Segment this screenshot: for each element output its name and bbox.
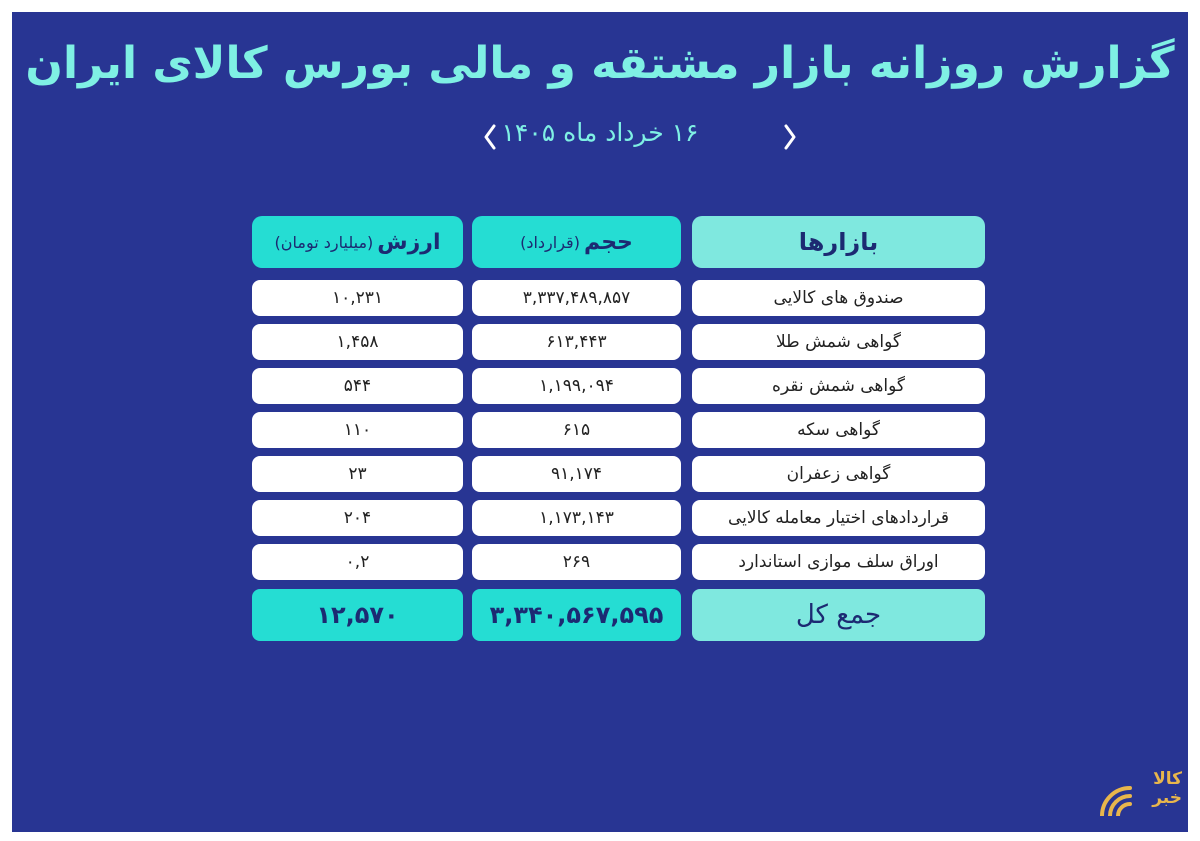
page-title: گزارش روزانه بازار مشتقه و مالی بورس کالای ایران: [25, 38, 1175, 89]
row-7-value: ۰,۲: [252, 544, 463, 580]
header-value-unit: (میلیارد تومان): [274, 232, 374, 252]
row-3-value: ۵۴۴: [252, 368, 463, 404]
row-4-value: ۱۱۰: [252, 412, 463, 448]
row-6-volume: ۱,۱۷۳,۱۴۳: [472, 500, 681, 536]
row-2-volume: ۶۱۳,۴۴۳: [472, 324, 681, 360]
logo-text: [1132, 770, 1182, 808]
signal-arcs-icon: [1096, 776, 1136, 816]
header-markets-label: بازارها: [798, 228, 879, 256]
chevron-left-icon: [484, 124, 496, 150]
total-label: جمع کل: [692, 589, 985, 641]
row-1-value: ۱۰,۲۳۱: [252, 280, 463, 316]
header-markets: [692, 216, 985, 268]
header-value: [252, 216, 463, 268]
row-4-volume: ۶۱۵: [472, 412, 681, 448]
row-1-market: صندوق های کالایی: [692, 280, 985, 316]
row-7-volume: ۲۶۹: [472, 544, 681, 580]
row-1-volume: ۳,۳۳۷,۴۸۹,۸۵۷: [472, 280, 681, 316]
row-3-volume: ۱,۱۹۹,۰۹۴: [472, 368, 681, 404]
row-2-value: ۱,۴۵۸: [252, 324, 463, 360]
row-6-market: قراردادهای اختیار معامله کالایی: [692, 500, 985, 536]
row-5-volume: ۹۱,۱۷۴: [472, 456, 681, 492]
total-volume: ۳,۳۴۰,۵۶۷,۵۹۵: [472, 589, 681, 641]
row-4-market: گواهی سکه: [692, 412, 985, 448]
header-value-label: ارزش: [377, 229, 441, 255]
logo-line-1: کالا: [1153, 769, 1182, 789]
row-7-market: اوراق سلف موازی استاندارد: [692, 544, 985, 580]
header-volume-unit: (قرارداد): [520, 232, 580, 252]
report-date: ۱۶ خرداد ماه ۱۴۰۵: [501, 118, 699, 147]
row-5-market: گواهی زعفران: [692, 456, 985, 492]
header-volume-label: حجم: [583, 229, 633, 255]
total-value: ۱۲,۵۷۰: [252, 589, 463, 641]
logo-line-2: خبر: [1152, 788, 1182, 808]
row-2-market: گواهی شمش طلا: [692, 324, 985, 360]
row-6-value: ۲۰۴: [252, 500, 463, 536]
header-volume: [472, 216, 681, 268]
row-5-value: ۲۳: [252, 456, 463, 492]
row-3-market: گواهی شمش نقره: [692, 368, 985, 404]
brand-logo: [1096, 770, 1182, 820]
